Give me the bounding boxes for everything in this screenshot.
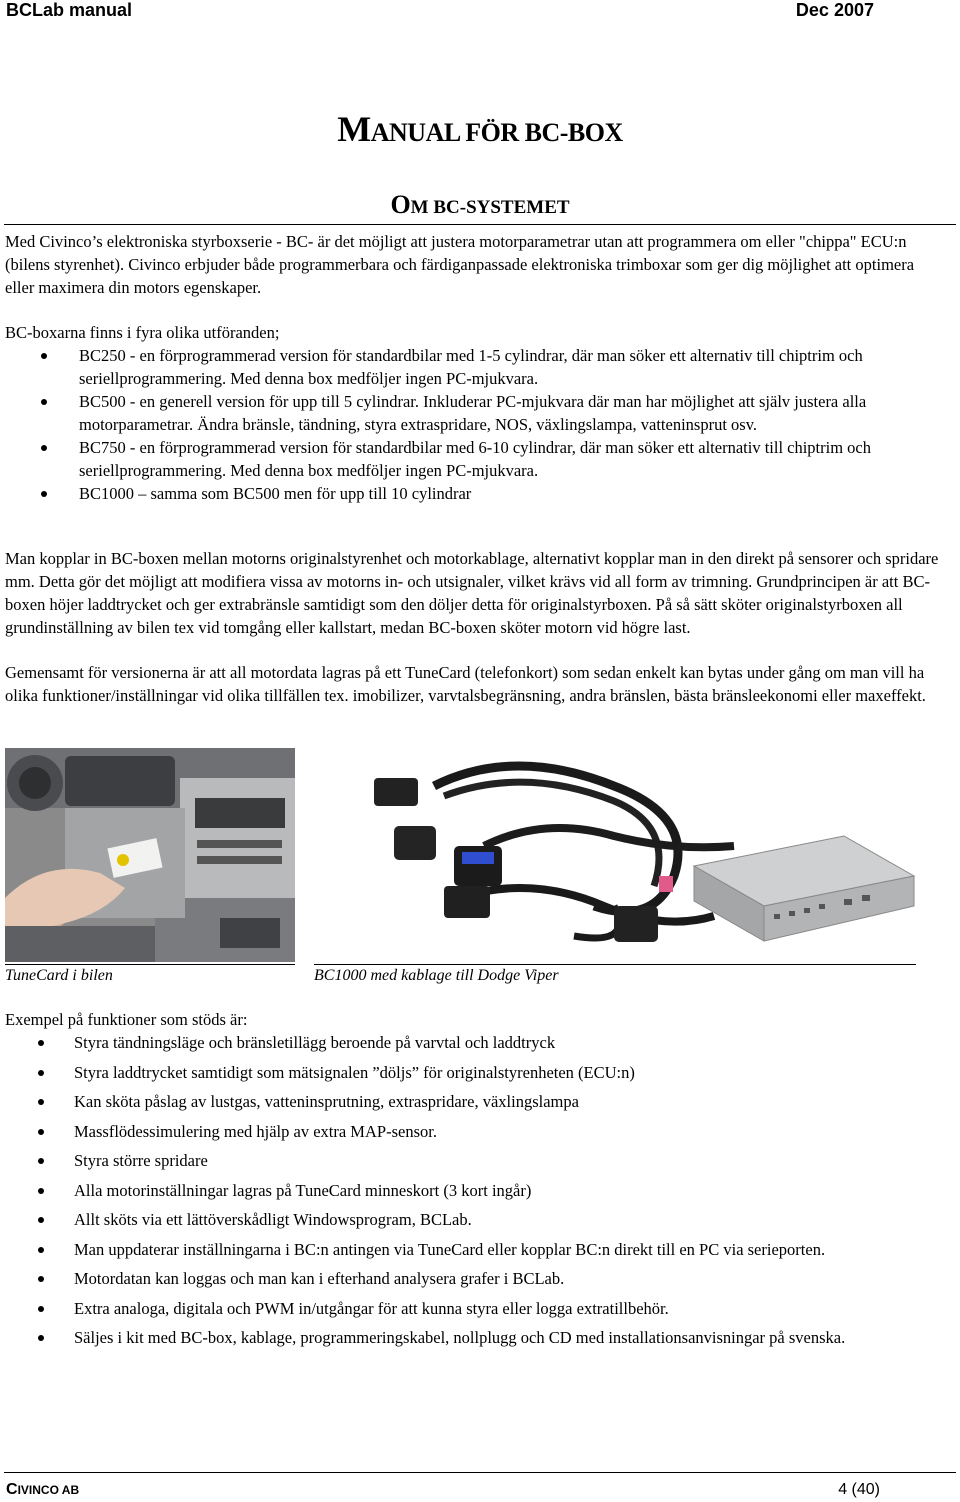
- page-header: [0, 0, 960, 22]
- tunecard-photo-graphic: [5, 748, 295, 962]
- list-item: Kan sköta påslag av lustgas, vatteninsprutning, extraspridare, växlingslampa: [0, 1090, 950, 1113]
- header-date: Dec 2007: [795, 0, 874, 20]
- footer-company-initial: C: [6, 1481, 18, 1498]
- section-heading-rest: M BC-SYSTEMET: [410, 197, 570, 218]
- caption-bc1000: BC1000 med kablage till Dodge Viper: [314, 964, 916, 985]
- functions-intro: Exempel på funktioner som stöds är:: [5, 1010, 248, 1029]
- footer-rule: [4, 1472, 956, 1473]
- section-heading: [0, 190, 960, 220]
- list-item: Allt sköts via ett lättöverskådligt Windowsprogram, BCLab.: [0, 1208, 950, 1231]
- body-paragraph-1: Man kopplar in BC-boxen mellan motorns originalstyrenhet och motorkablage, alternativt kopplar man in den direkt på sensorer och spridare mm. Detta gör det möjligt att modifiera vissa av motorns in- och utsignaler, vilket krävs vid all form av trimning. Grundprincipen är att BC-boxen höjer laddtrycket och ger extrabränsle samtidigt som den döljer detta för originalstyrboxen. På så sätt sköter originalstyrboxen all grundinställning av bilen tex vid tomgång eller kallstart, medan BC-boxen sköter motorn vid högre last.: [5, 549, 939, 637]
- body-paragraph-2: Gemensamt för versionerna är att all motordata lagras på ett TuneCard (telefonkort) som sedan enkelt kan bytas under gång om man vill ha olika funktioner/inställningar vid olika tillfällen tex. imobilizer, varvtalsbegränsning, andra bränslen, bästa bränsleekonomi eller maxeffekt.: [5, 663, 926, 705]
- list-item: Extra analoga, digitala och PWM in/utgångar för att kunna styra eller logga extratillbehör.: [0, 1297, 950, 1320]
- section-heading-initial: O: [390, 190, 411, 219]
- list-item: BC500 - en generell version för upp till 5 cylindrar. Inkluderar PC-mjukvara där man har möjlighet att själv justera alla motorparametrar. Ändra bränsle, tändning, styra extraspridare, NOS, växlingslampa, vatteninsprut osv.: [0, 390, 950, 436]
- page-title: [0, 108, 960, 150]
- caption-tunecard: TuneCard i bilen: [5, 964, 295, 985]
- header-title: BCLab manual: [6, 0, 133, 20]
- list-item: Motordatan kan loggas och man kan i efterhand analysera grafer i BCLab.: [0, 1267, 950, 1290]
- heading-rule: [4, 224, 956, 225]
- list-item: Massflödessimulering med hjälp av extra MAP-sensor.: [0, 1120, 950, 1143]
- bc1000-photo: [314, 756, 916, 960]
- page-number: 4 (40): [838, 1481, 880, 1498]
- list-item: Man uppdaterar inställningarna i BC:n antingen via TuneCard eller kopplar BC:n direkt till en PC via serieporten.: [0, 1238, 950, 1261]
- list-item: BC750 - en förprogrammerad version för standardbilar med 6-10 cylindrar, där man söker ett alternativ till chiptrim och seriellprogrammering. Med denna box medföljer ingen PC-mjukvara.: [0, 436, 950, 482]
- list-item: Styra laddtrycket samtidigt som mätsignalen ”döljs” för originalstyrenheten (ECU:n): [0, 1061, 950, 1084]
- title-rest: ANUAL FÖR BC-BOX: [370, 118, 623, 147]
- intro-paragraph: Med Civinco’s elektroniska styrboxserie - BC- är det möjligt att justera motorparametrar utan att programmera om eller "chippa" ECU:n (bilens styrenhet). Civinco erbjuder både programmerbara och färdiganpassade elektroniska trimboxar som ger dig möjlighet att optimera eller maximera din motors egenskaper.: [5, 232, 915, 297]
- list-item: BC1000 – samma som BC500 men för upp till 10 cylindrar: [0, 482, 950, 505]
- list-item: Alla motorinställningar lagras på TuneCard minneskort (3 kort ingår): [0, 1179, 950, 1202]
- bc1000-photo-graphic: [314, 756, 916, 960]
- list-item: BC250 - en förprogrammerad version för standardbilar med 1-5 cylindrar, där man söker ett alternativ till chiptrim och seriellprogrammering. Med denna box medföljer ingen PC-mjukvara.: [0, 344, 950, 390]
- footer-company-rest: IVINCO AB: [17, 1483, 80, 1497]
- functions-list: [0, 1031, 950, 1356]
- list-item: Styra tändningsläge och bränsletillägg beroende på varvtal och laddtryck: [0, 1031, 950, 1054]
- list-item: Säljes i kit med BC-box, kablage, programmeringskabel, nollplugg och CD med installationsanvisningar på svenska.: [0, 1326, 950, 1349]
- tunecard-photo: [5, 748, 295, 962]
- title-initial: M: [337, 109, 371, 149]
- variants-intro: BC-boxarna finns i fyra olika utföranden;: [5, 323, 280, 342]
- variants-list: [0, 344, 950, 505]
- footer-company: [6, 1481, 79, 1499]
- list-item: Styra större spridare: [0, 1149, 950, 1172]
